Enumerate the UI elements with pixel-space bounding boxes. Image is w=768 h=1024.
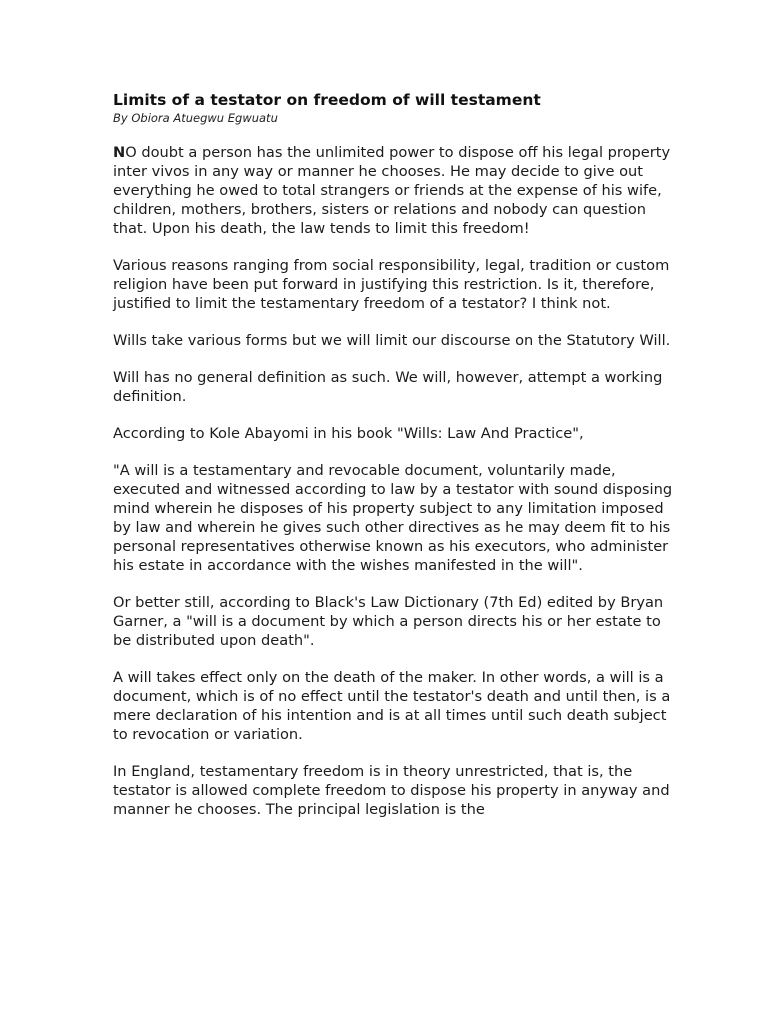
paragraph-4: Will has no general definition as such. We will, however, attempt a working definition. (113, 369, 663, 405)
paragraph-7: Or better still, according to Black's Law Dictionary (7th Ed) edited by Bryan Garner, a "will is a document by which a person directs his or her estate to be distributed upon death". (113, 594, 664, 649)
paragraph-3: Wills take various forms but we will limit our discourse on the Statutory Will. (113, 332, 671, 349)
paragraph-5: According to Kole Abayomi in his book "Wills: Law And Practice", (113, 425, 584, 442)
paragraph-9: In England, testamentary freedom is in theory unrestricted, that is, the testator is allowed complete freedom to dispose his property in anyway and manner he chooses. The principal legislation is the (113, 763, 670, 818)
paragraph-6-quote: "A will is a testamentary and revocable document, voluntarily made, executed and witnessed according to law by a testator with sound disposing mind wherein he disposes of his property subject to any limitation imposed by law and wherein he gives such other directives as he may deem fit to his personal representatives otherwise known as his executors, who administer his estate in accordance with the wishes manifested in the will". (113, 462, 673, 574)
dropcap-letter: N (113, 144, 126, 161)
paragraph-1 (113, 143, 673, 238)
paragraph-1-text: O doubt a person has the unlimited power to dispose off his legal property inter vivos in any way or manner he chooses. He may decide to give out everything he owed to total strangers or friends at the expense of his wife, children, mothers, brothers, sisters or relations and nobody can question that. Upon his death, the law tends to limit this freedom! (113, 144, 671, 237)
article-title: Limits of a testator on freedom of will testament (113, 91, 541, 109)
paragraph-8: A will takes effect only on the death of the maker. In other words, a will is a document, which is of no effect until the testator's death and until then, is a mere declaration of his intention and is at all times until such death subject to revocation or variation. (113, 669, 671, 743)
article-byline: By Obiora Atuegwu Egwuatu (113, 111, 278, 125)
document-page (113, 90, 673, 837)
paragraph-2: Various reasons ranging from social responsibility, legal, tradition or custom religion have been put forward in justifying this restriction. Is it, therefore, justified to limit the testamentary freedom of a testator? I think not. (113, 257, 670, 312)
